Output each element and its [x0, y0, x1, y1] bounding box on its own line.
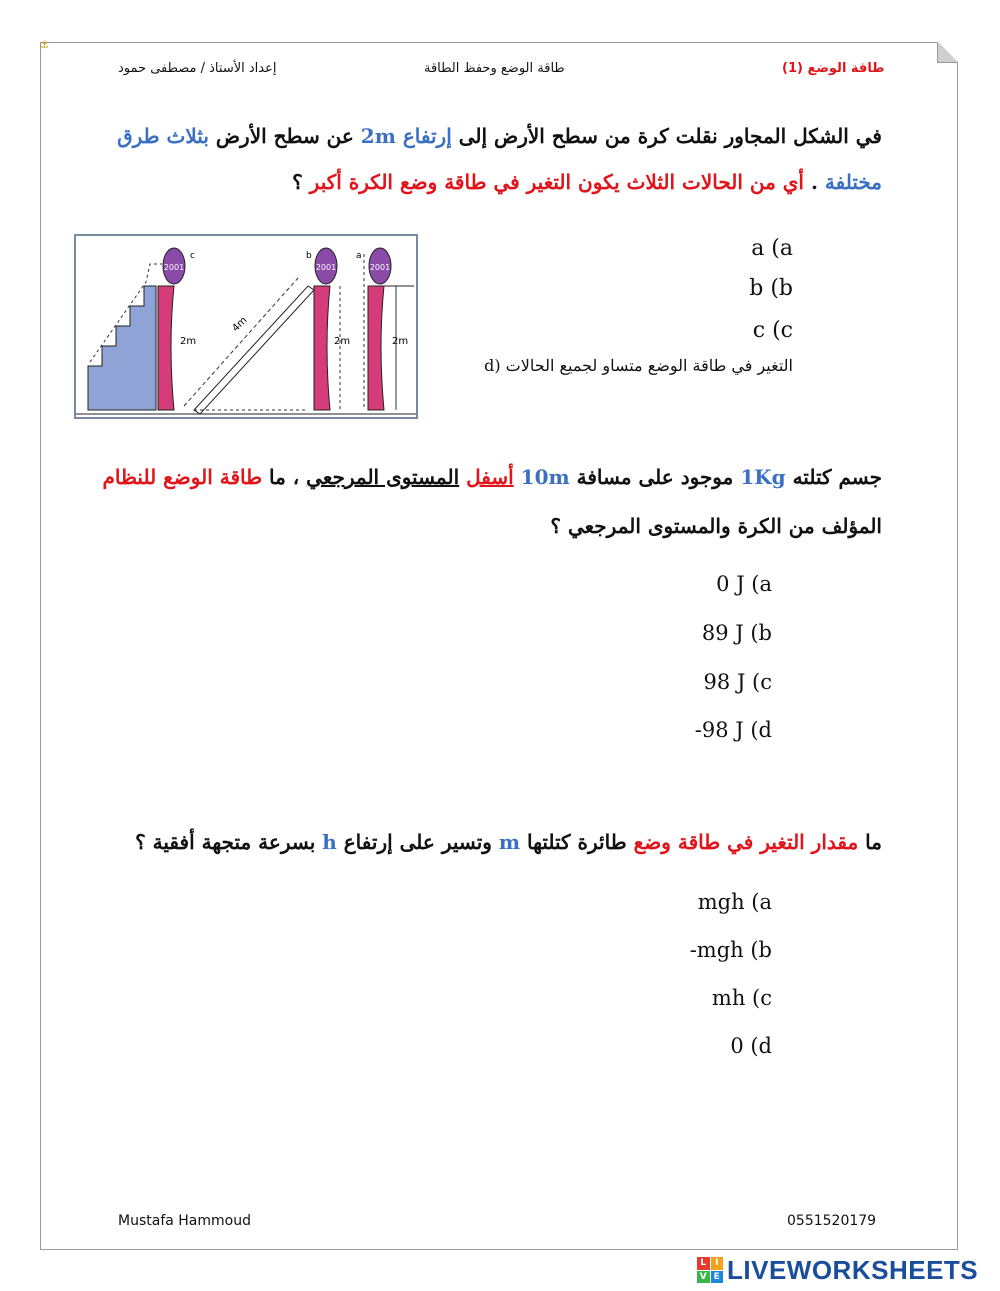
- q2-line1: [103, 465, 882, 489]
- height-b: 2m: [334, 336, 351, 347]
- q3-text: بسرعة متجهة أفقية ؟: [135, 830, 323, 854]
- q2-text: موجود على مسافة: [569, 465, 741, 489]
- slope-length: 4m: [230, 314, 250, 335]
- ball-a-label: 2001: [369, 263, 391, 272]
- ball-c-label: 2001: [163, 263, 185, 272]
- brand-mark-letter: I: [711, 1257, 724, 1270]
- header-topic: طاقة الوضع وحفظ الطاقة: [424, 61, 565, 76]
- anchor-icon: ⚓: [40, 40, 49, 51]
- q1-text: في الشكل المجاور نقلت كرة من سطح الأرض إلى: [451, 124, 882, 148]
- ball-b-label: 2001: [315, 263, 337, 272]
- q3-option-b[interactable]: -mgh (b: [689, 938, 772, 962]
- q2-line2: المؤلف من الكرة والمستوى المرجعي ؟: [550, 514, 882, 538]
- q1-option-a[interactable]: a (a: [751, 236, 793, 261]
- q1-option-b[interactable]: b (b: [749, 276, 793, 301]
- q3-option-d[interactable]: 0 (d: [730, 1034, 772, 1058]
- pillar-c: [158, 286, 174, 410]
- brand-name: LIVEWORKSHEETS: [727, 1254, 979, 1285]
- q2-option-c[interactable]: 98 J (c: [703, 670, 772, 694]
- q2-option-a[interactable]: 0 J (a: [716, 572, 772, 596]
- brand-mark-letter: E: [711, 1271, 724, 1284]
- label-a: a: [356, 251, 362, 261]
- q2-system-energy: طاقة الوضع للنظام: [102, 465, 263, 489]
- q1-ways: بثلاث طرق: [117, 124, 209, 148]
- q3-text: وتسير على إرتفاع: [336, 830, 499, 854]
- q1-question: أي من الحالات الثلاث يكون التغير في طاقة وضع الكرة أكبر: [309, 170, 804, 194]
- q3-option-c[interactable]: mh (c: [711, 986, 772, 1010]
- height-a: 2m: [392, 336, 409, 347]
- q3-text: ما: [858, 830, 882, 854]
- q2-reference-level: المستوى المرجعي: [306, 465, 460, 489]
- footer-name: Mustafa Hammoud: [118, 1213, 251, 1229]
- q3-change-energy: مقدار التغير في طاقة وضع: [633, 830, 859, 854]
- header-author: إعداد الأستاذ / مصطفى حمود: [118, 61, 277, 76]
- pillar-a: [368, 286, 384, 410]
- q2-space: [514, 465, 521, 489]
- q3-height: h: [322, 830, 337, 854]
- q1-option-c[interactable]: c (c: [752, 318, 793, 343]
- liveworksheets-mark-icon: [697, 1257, 723, 1283]
- q2-text: جسم كتلته: [785, 465, 882, 489]
- q2-option-d[interactable]: -98 J (d: [694, 718, 772, 742]
- q3-option-a[interactable]: mgh (a: [697, 890, 772, 914]
- q3-mass: m: [498, 830, 521, 854]
- brand-mark-letter: V: [697, 1271, 710, 1284]
- incline-path: [184, 278, 298, 406]
- q1-option-d[interactable]: التغير في طاقة الوضع متساو لجميع الحالات (d: [484, 356, 793, 375]
- footer-phone: 0551520179: [787, 1213, 877, 1229]
- pillar-b: [314, 286, 330, 410]
- q1-qmark: ؟: [292, 170, 310, 194]
- brand-mark-letter: L: [697, 1257, 710, 1270]
- page-fold-corner: [937, 42, 958, 63]
- worksheet-page: [40, 42, 958, 1250]
- liveworksheets-logo[interactable]: [697, 1254, 978, 1286]
- q2-distance: 10m: [520, 465, 570, 489]
- incline-ramp: [194, 286, 314, 414]
- q2-below: أسفل: [466, 465, 514, 489]
- q3-text: طائرة كتلتها: [520, 830, 634, 854]
- three-paths-diagram: [76, 236, 416, 417]
- q1-figure: [74, 234, 418, 419]
- label-c: c: [190, 251, 195, 261]
- q1-height: إرتفاع 2m: [360, 124, 452, 148]
- header-lesson: طاقة الوضع (1): [782, 61, 885, 76]
- height-c: 2m: [180, 336, 197, 347]
- q1-line1: [117, 124, 882, 148]
- q2-option-b[interactable]: 89 J (b: [701, 621, 772, 645]
- label-b: b: [306, 251, 312, 261]
- q1-line2: [292, 170, 882, 194]
- q2-mass: 1Kg: [740, 465, 786, 489]
- q1-different: مختلفة: [824, 170, 882, 194]
- q2-text: ، ما: [262, 465, 307, 489]
- staircase-shape: [88, 286, 156, 410]
- q1-dot: .: [803, 170, 825, 194]
- q3-line: [135, 830, 882, 854]
- q1-text: عن سطح الأرض: [208, 124, 361, 148]
